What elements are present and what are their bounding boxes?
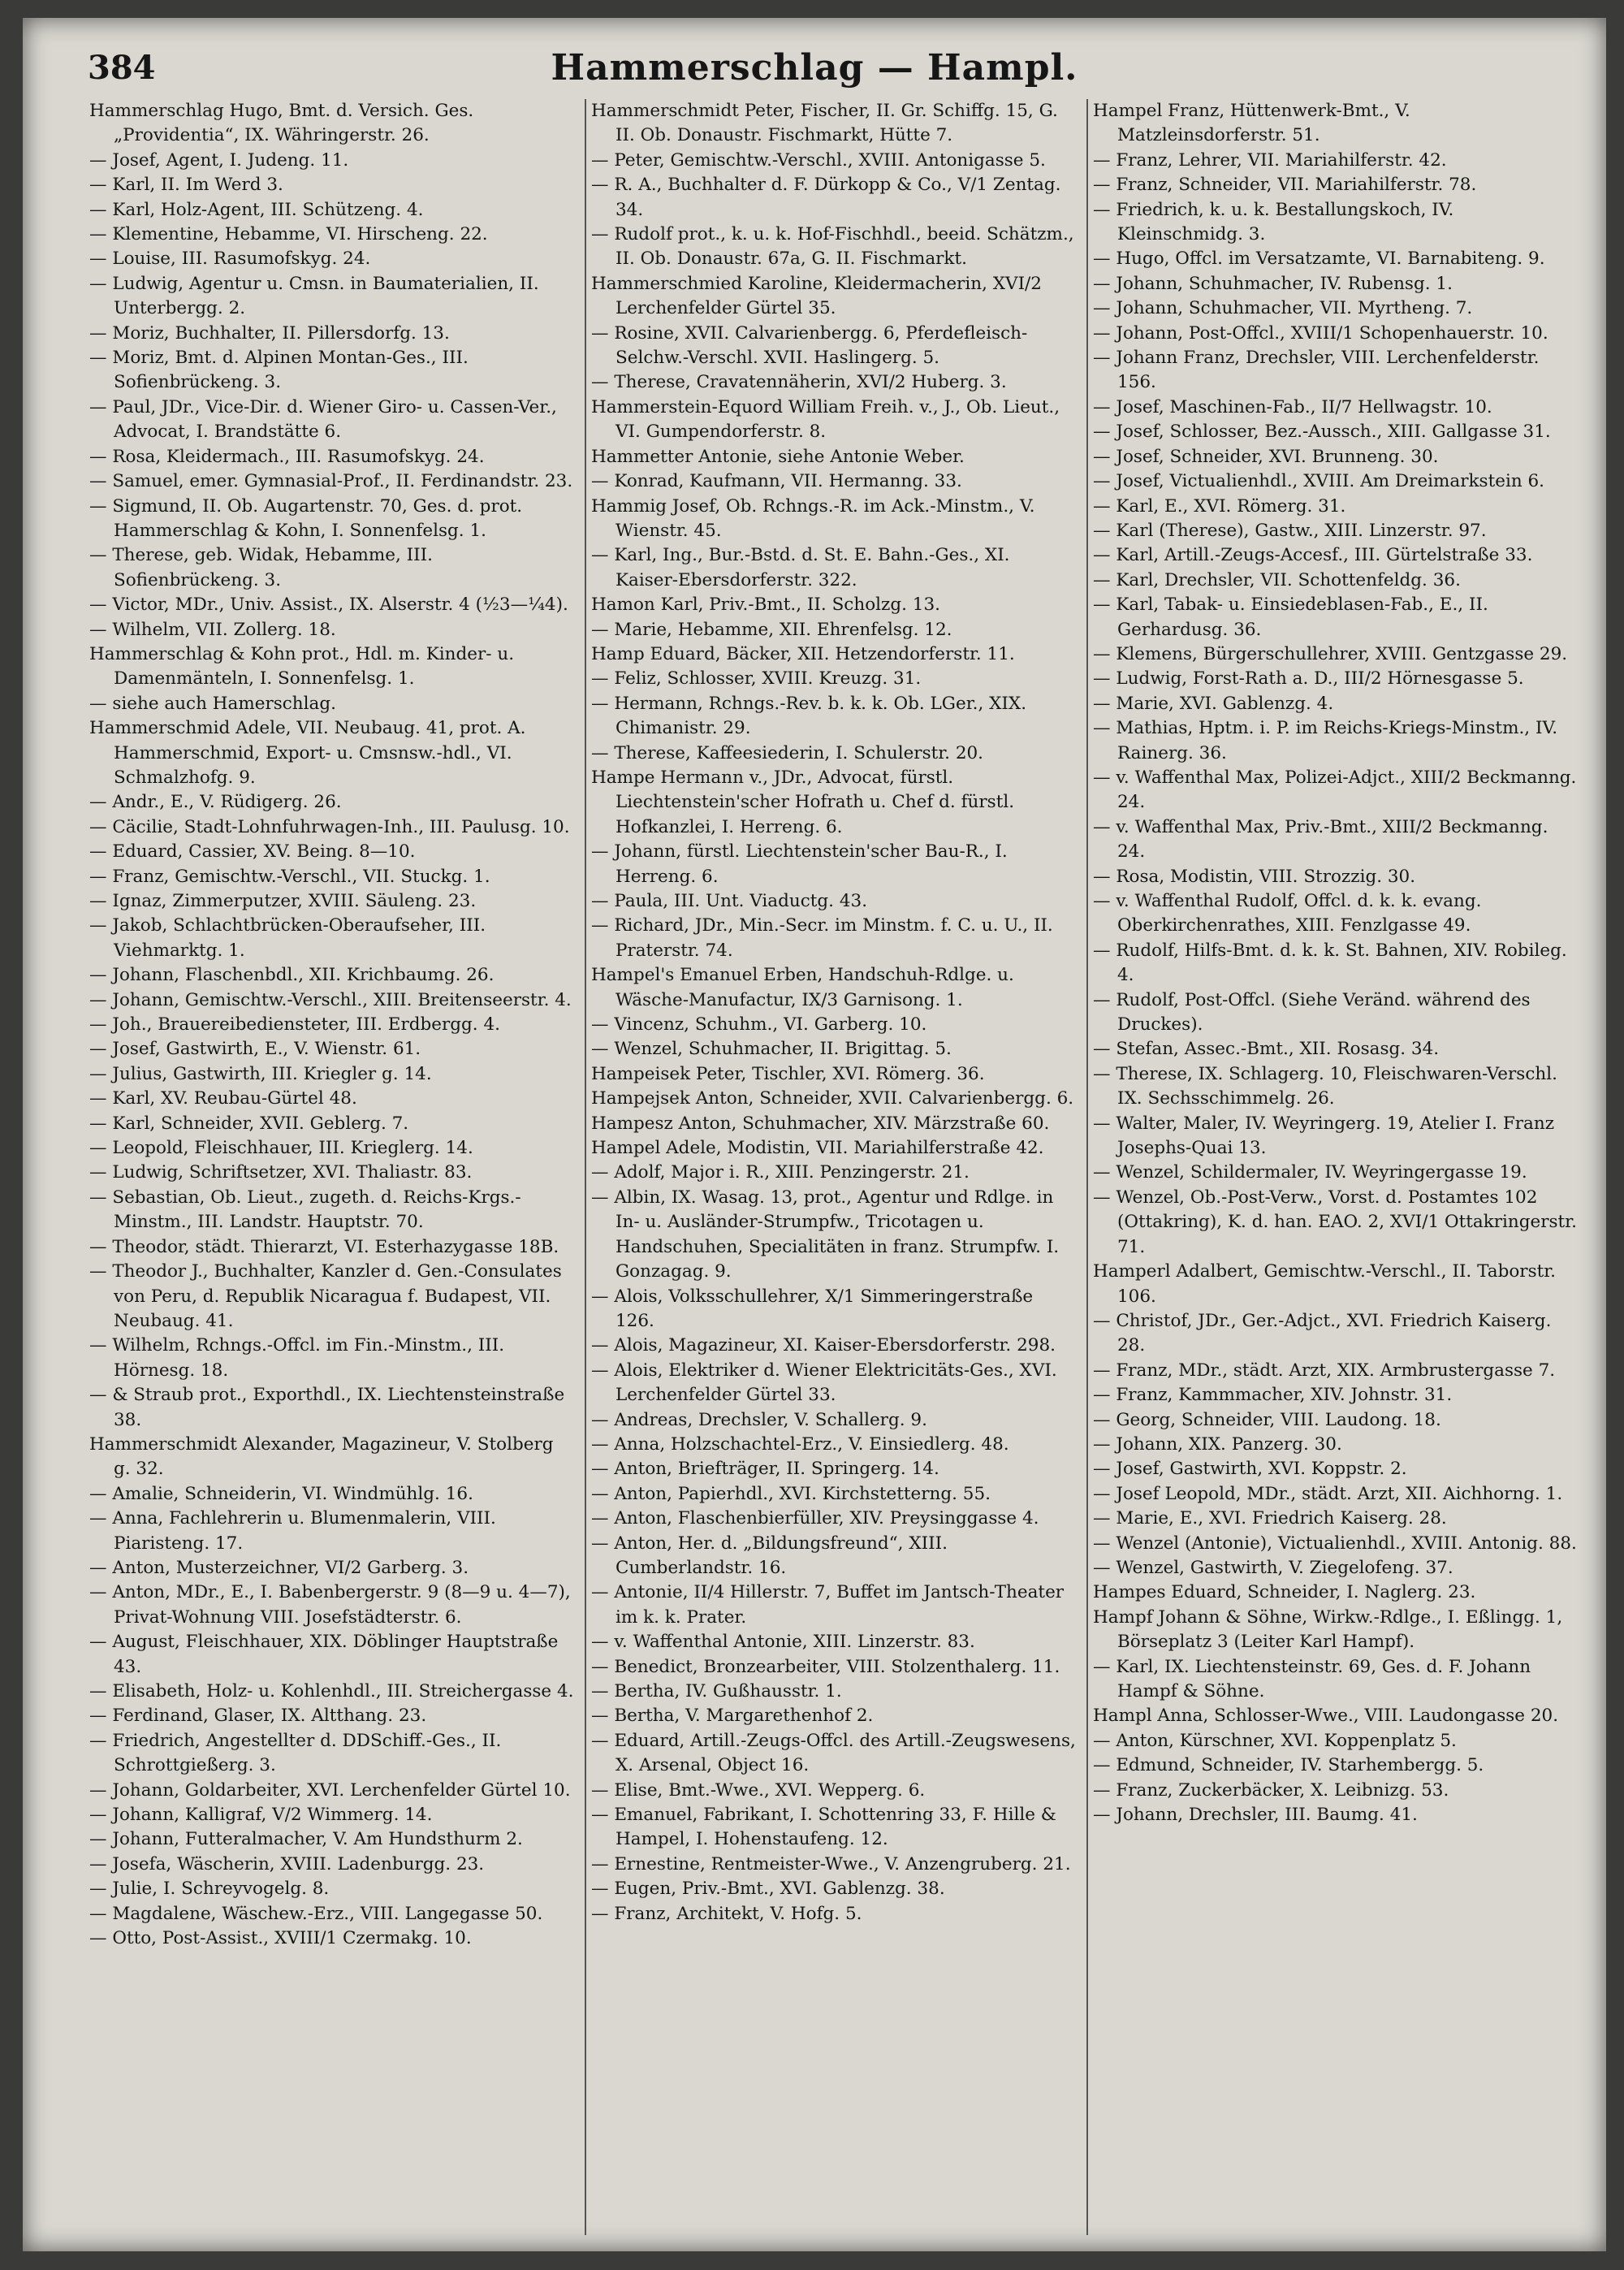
directory-entry: Hammerschmidt Alexander, Magazineur, V. Stolberg g. 32. [89,1433,554,1480]
directory-entry: — Alois, Magazineur, XI. Kaiser-Ebersdorferstr. 298. [591,1335,1056,1356]
directory-entry: — Rosine, XVII. Calvarienbergg. 6, Pferdefleisch-Selchw.-Verschl. XVII. Haslingerg. 5. [591,322,1028,369]
directory-entry: — Anna, Holzschachtel-Erz., V. Einsiedlerg. 48. [591,1433,1009,1455]
directory-entry: — Josef, Agent, I. Judeng. 11. [89,149,349,171]
directory-entry: — Samuel, emer. Gymnasial-Prof., II. Ferdinandstr. 23. [89,471,573,492]
directory-entry: Hamp Eduard, Bäcker, XII. Hetzendorferstr. 11. [591,643,1015,664]
directory-entry: — Josef, Schneider, XVI. Brunneng. 30. [1093,446,1439,467]
directory-entry: — Anton, Briefträger, II. Springerg. 14. [591,1459,939,1480]
directory-entry: — Franz, Kammmacher, XIV. Johnstr. 31. [1093,1385,1453,1406]
directory-entry: — Therese, Cravatennäherin, XVI/2 Huberg. 3. [591,372,1007,393]
directory-entry: Hammerschmied Karoline, Kleidermacherin, XVI/2 Lerchenfelder Gürtel 35. [591,273,1042,319]
directory-entry: — Marie, E., XVI. Friedrich Kaiserg. 28. [1093,1508,1447,1529]
directory-entry: Hampe Hermann v., JDr., Advocat, fürstl. Liechtenstein'scher Hofrath u. Chef d. fürstl. Hofkanzlei, I. Herreng. 6. [591,767,1015,837]
directory-entry: — Elise, Bmt.-Wwe., XVI. Wepperg. 6. [591,1779,926,1801]
directory-entry: — Karl, Tabak- u. Einsiedeblasen-Fab., E., II. Gerhardusg. 36. [1093,595,1488,640]
directory-entry: — Karl, Artill.-Zeugs-Accesf., III. Gürtelstraße 33. [1093,545,1533,566]
directory-entry: — Edmund, Schneider, IV. Starhembergg. 5. [1093,1755,1484,1776]
directory-entry: — Therese, Kaffeesiederin, I. Schulerstr. 20. [591,742,984,763]
directory-entry: — Stefan, Assec.-Bmt., XII. Rosasg. 34. [1093,1039,1440,1060]
page-header [23,18,1606,95]
directory-entry: — Josef, Victualienhdl., XVIII. Am Dreimarkstein 6. [1093,471,1545,492]
directory-entry: — R. A., Buchhalter d. F. Dürkopp & Co., V/1 Zentag. 34. [591,175,1061,220]
directory-entry: — Johann, XIX. Panzerg. 30. [1093,1433,1342,1455]
directory-entry: Hammetter Antonie, siehe Antonie Weber. [591,446,965,467]
directory-entry: — Rudolf prot., k. u. k. Hof-Fischhdl., beeid. Schätzm., II. Ob. Donaustr. 67a, G. II. Fischmarkt. [591,224,1074,270]
directory-entry: — Walter, Maler, IV. Weyringerg. 19, Atelier I. Franz Josephs-Quai 13. [1093,1113,1555,1159]
directory-entry: — Karl, E., XVI. Römerg. 31. [1093,495,1346,517]
directory-entry: — Anton, MDr., E., I. Babenbergerstr. 9 (8—9 u. 4—7), Privat-Wohnung VIII. Josefstädterstr. 6. [89,1582,571,1628]
directory-entry: — Wilhelm, VII. Zollerg. 18. [89,619,336,640]
directory-entry: — Franz, Zuckerbäcker, X. Leibnizg. 53. [1093,1779,1449,1801]
directory-entry: — Alois, Elektriker d. Wiener Elektricitäts-Ges., XVI. Lerchenfelder Gürtel 33. [591,1360,1057,1406]
directory-entry: — Bertha, V. Margarethenhof 2. [591,1706,874,1727]
directory-entry: — Anton, Musterzeichner, VI/2 Garberg. 3. [89,1557,469,1578]
directory-entry: — Karl, Schneider, XVII. Geblerg. 7. [89,1113,409,1134]
directory-entry: Hammerschlag & Kohn prot., Hdl. m. Kinder- u. Damenmänteln, I. Sonnenfelsg. 1. [89,643,515,690]
directory-entry: — Victor, MDr., Univ. Assist., IX. Alserstr. 4 (½3—¼4). [89,595,568,616]
directory-entry: — Wenzel, Schildermaler, IV. Weyringergasse 19. [1093,1162,1527,1183]
directory-entry: — Ludwig, Forst-Rath a. D., III/2 Hörnesgasse 5. [1093,668,1524,690]
directory-entry: — Theodor J., Buchhalter, Kanzler d. Gen.-Consulates von Peru, d. Republik Nicaragua f. Budapest, VII. Neubaug. 41. [89,1261,562,1331]
directory-entry: — Mathias, Hptm. i. P. im Reichs-Kriegs-Minstm., IV. Rainerg. 36. [1093,718,1558,763]
directory-entry: — Leopold, Fleischhauer, III. Krieglerg. 14. [89,1138,473,1159]
directory-entry: Hampes Eduard, Schneider, I. Naglerg. 23. [1093,1582,1476,1603]
directory-entry: — Therese, IX. Schlagerg. 10, Fleischwaren-Verschl. IX. Sechsschimmelg. 26. [1093,1063,1557,1109]
directory-entry: — Franz, MDr., städt. Arzt, XIX. Armbrustergasse 7. [1093,1360,1556,1381]
directory-entry: — Anton, Flaschenbierfüller, XIV. Preysinggasse 4. [591,1508,1039,1529]
directory-entry: — Eduard, Cassier, XV. Being. 8—10. [89,841,416,863]
page-number: 384 [88,49,156,87]
directory-entry: — Ludwig, Schriftsetzer, XVI. Thaliastr. 83. [89,1162,473,1183]
directory-entry: — Anton, Kürschner, XVI. Koppenplatz 5. [1093,1730,1457,1751]
directory-entry: — Amalie, Schneiderin, VI. Windmühlg. 16. [89,1483,473,1504]
directory-entry: — Theodor, städt. Thierarzt, VI. Esterhazygasse 18B. [89,1236,559,1257]
directory-entry: — Wenzel, Ob.-Post-Verw., Vorst. d. Postamtes 102 (Ottakring), K. d. han. EAO. 2, XVI/1 Ottakringerstr. 71. [1093,1187,1577,1257]
column-left [89,99,575,2235]
directory-entry: — Georg, Schneider, VIII. Laudong. 18. [1093,1409,1441,1430]
directory-entry: — Karl, Ing., Bur.-Bstd. d. St. E. Bahn.-Ges., XI. Kaiser-Ebersdorferstr. 322. [591,545,1010,590]
directory-entry: — Christof, JDr., Ger.-Adjct., XVI. Friedrich Kaiserg. 28. [1093,1310,1552,1356]
directory-entry: Hampeisek Peter, Tischler, XVI. Römerg. 36. [591,1063,985,1084]
directory-entry: — Friedrich, k. u. k. Bestallungskoch, IV. Kleinschmidg. 3. [1093,199,1454,245]
directory-entry: Hamon Karl, Priv.-Bmt., II. Scholzg. 13. [591,595,940,616]
directory-entry: Hampf Johann & Söhne, Wirkw.-Rdlge., I. Eßlingg. 1, Börseplatz 3 (Leiter Karl Hampf). [1093,1606,1563,1653]
directory-entry: — Hugo, Offcl. im Versatzamte, VI. Barnabiteng. 9. [1093,249,1545,270]
directory-entry: — Franz, Lehrer, VII. Mariahilferstr. 42. [1093,149,1447,171]
directory-entry: — Eugen, Priv.-Bmt., XVI. Gablenzg. 38. [591,1879,945,1900]
directory-entry: — Magdalene, Wäschew.-Erz., VIII. Langegasse 50. [89,1903,543,1924]
directory-entry: — Anton, Papierhdl., XVI. Kirchstetterng. 55. [591,1483,991,1504]
directory-entry: — Otto, Post-Assist., XVIII/1 Czermakg. 10. [89,1928,472,1949]
directory-entry: — Elisabeth, Holz- u. Kohlenhdl., III. Streichergasse 4. [89,1681,574,1701]
directory-entry: — siehe auch Hamerschlag. [89,693,336,714]
directory-entry: Hammerschmidt Peter, Fischer, II. Gr. Schiffg. 15, G. II. Ob. Donaustr. Fischmarkt, Hütte 7. [591,101,1058,146]
directory-entry: — Marie, Hebamme, XII. Ehrenfelsg. 12. [591,619,952,640]
directory-entry: Hampel Adele, Modistin, VII. Mariahilferstraße 42. [591,1138,1044,1159]
directory-entry: — Franz, Gemischtw.-Verschl., VII. Stuckg. 1. [89,866,490,887]
directory-entry: — Albin, IX. Wasag. 13, prot., Agentur und Rdlge. in In- u. Ausländer-Strumpfw., Tricotagen u. Handschuhen, Specialitäten in franz. Strumpfw. I. Gonzagag. 9. [591,1187,1060,1282]
column-divider [585,99,586,2235]
directory-entry: Hammig Josef, Ob. Rchngs.-R. im Ack.-Minstm., V. Wienstr. 45. [591,495,1035,541]
directory-entry: — Louise, III. Rasumofskyg. 24. [89,249,371,270]
directory-entry: — Josefa, Wäscherin, XVIII. Ladenburgg. 23. [89,1853,485,1874]
directory-entry: — Benedict, Bronzearbeiter, VIII. Stolzenthalerg. 11. [591,1656,1060,1677]
directory-entry: Hampel's Emanuel Erben, Handschuh-Rdlge. u. Wäsche-Manufactur, IX/3 Garnisong. 1. [591,965,1014,1010]
directory-entry: — Karl, Drechsler, VII. Schottenfeldg. 36. [1093,569,1461,590]
directory-entry: — Therese, geb. Widak, Hebamme, III. Sofienbrückeng. 3. [89,545,433,590]
directory-entry: — Antonie, II/4 Hillerstr. 7, Buffet im Jantsch-Theater im k. k. Prater. [591,1582,1065,1628]
directory-entry: — Ludwig, Agentur u. Cmsn. in Baumaterialien, II. Unterbergg. 2. [89,273,539,319]
directory-entry: — Paul, JDr., Vice-Dir. d. Wiener Giro- u. Cassen-Ver., Advocat, I. Brandstätte 6. [89,396,557,443]
directory-entry: — Emanuel, Fabrikant, I. Schottenring 33, F. Hille & Hampel, I. Hohenstaufeng. 12. [591,1805,1056,1850]
directory-entry: — Josef, Gastwirth, E., V. Wienstr. 61. [89,1039,421,1060]
directory-entry: — Feliz, Schlosser, XVIII. Kreuzg. 31. [591,668,922,690]
directory-entry: — Sigmund, II. Ob. Augartenstr. 70, Ges. d. prot. Hammerschlag & Kohn, I. Sonnenfelsg. 1. [89,495,523,541]
directory-entry: — Johann, Gemischtw.-Verschl., XIII. Breitenseerstr. 4. [89,989,572,1010]
directory-entry: — Rudolf, Post-Offcl. (Siehe Veränd. während des Druckes). [1093,989,1531,1036]
directory-entry: — Karl, IX. Liechtensteinstr. 69, Ges. d. F. Johann Hampf & Söhne. [1093,1656,1531,1701]
directory-entry: — Peter, Gemischtw.-Verschl., XVIII. Antonigasse 5. [591,149,1046,171]
directory-entry: Hampel Franz, Hüttenwerk-Bmt., V. Matzleinsdorferstr. 51. [1093,101,1410,146]
directory-entry: — v. Waffenthal Antonie, XIII. Linzerstr. 83. [591,1632,975,1653]
directory-entry: — Johann, Futteralmacher, V. Am Hundsthurm 2. [89,1829,523,1850]
directory-entry: — Wenzel (Antonie), Victualienhdl., XVIII. Antonig. 88. [1093,1533,1577,1554]
directory-entry: — Bertha, IV. Gußhausstr. 1. [591,1681,842,1701]
column-right [1093,99,1579,2235]
directory-entry: — Cäcilie, Stadt-Lohnfuhrwagen-Inh., III. Paulusg. 10. [89,816,570,837]
directory-entry: — August, Fleischhauer, XIX. Döblinger Hauptstraße 43. [89,1632,559,1677]
directory-entry: — Andreas, Drechsler, V. Schallerg. 9. [591,1409,927,1430]
directory-entry: — Anton, Her. d. „Bildungsfreund“, XIII. Cumberlandstr. 16. [591,1533,948,1578]
directory-entry: Hammerstein-Equord William Freih. v., J., Ob. Lieut., VI. Gumpendorferstr. 8. [591,396,1060,443]
directory-entry: — Josef, Maschinen-Fab., II/7 Hellwagstr. 10. [1093,396,1492,417]
directory-entry: — Klementine, Hebamme, VI. Hirscheng. 22. [89,224,488,245]
page-title: Hammerschlag — Hampl. [551,47,1078,89]
directory-entry: — Sebastian, Ob. Lieut., zugeth. d. Reichs-Krgs.-Minstm., III. Landstr. Hauptstr. 70. [89,1187,521,1233]
directory-entry: — Ignaz, Zimmerputzer, XVIII. Säuleng. 23. [89,891,477,911]
directory-entry: — Adolf, Major i. R., XIII. Penzingerstr. 21. [591,1162,970,1183]
directory-entry: Hampl Anna, Schlosser-Wwe., VIII. Laudongasse 20. [1093,1706,1559,1727]
directory-entry: — Paula, III. Unt. Viaductg. 43. [591,891,868,911]
directory-entry: — Josef, Gastwirth, XVI. Koppstr. 2. [1093,1459,1407,1480]
directory-entry: — Ferdinand, Glaser, IX. Altthang. 23. [89,1706,427,1727]
directory-entry: — Julie, I. Schreyvogelg. 8. [89,1879,330,1900]
directory-entry: — v. Waffenthal Max, Priv.-Bmt., XIII/2 Beckmanng. 24. [1093,816,1548,863]
directory-entry: — Johann Franz, Drechsler, VIII. Lerchenfelderstr. 156. [1093,348,1540,393]
directory-entry: — Rudolf, Hilfs-Bmt. d. k. k. St. Bahnen, XIV. Robileg. 4. [1093,940,1567,986]
directory-entry: — Johann, Flaschenbdl., XII. Krichbaumg. 26. [89,965,495,986]
directory-entry: Hamperl Adalbert, Gemischtw.-Verschl., II. Taborstr. 106. [1093,1261,1557,1307]
directory-entry: — Karl, XV. Reubau-Gürtel 48. [89,1088,357,1109]
directory-entry: — Richard, JDr., Min.-Secr. im Minstm. f. C. u. U., II. Praterstr. 74. [591,915,1053,961]
column-divider [1086,99,1088,2235]
directory-entry: — Johann, Drechsler, III. Baumg. 41. [1093,1805,1418,1826]
directory-entry: — Karl, Holz-Agent, III. Schützeng. 4. [89,199,424,220]
directory-entry: — Julius, Gastwirth, III. Kriegler g. 14. [89,1063,432,1084]
directory-entry: — Josef Leopold, MDr., städt. Arzt, XII. Aichhorng. 1. [1093,1483,1563,1504]
directory-entry: Hammerschmid Adele, VII. Neubaug. 41, prot. A. Hammerschmid, Export- u. Cmsnsw.-hdl., VI. Schmalzhofg. 9. [89,718,526,788]
directory-entry: — Karl, II. Im Werd 3. [89,175,283,196]
directory-entry: — v. Waffenthal Max, Polizei-Adjct., XIII/2 Beckmanng. 24. [1093,767,1577,813]
directory-entry: Hammerschlag Hugo, Bmt. d. Versich. Ges. „Providentia“, IX. Währingerstr. 26. [89,101,474,146]
directory-entry: — Jakob, Schlachtbrücken-Oberaufseher, III. Viehmarktg. 1. [89,915,486,961]
directory-entry: — Karl (Therese), Gastw., XIII. Linzerstr. 97. [1093,520,1487,541]
directory-entry: — Moriz, Bmt. d. Alpinen Montan-Ges., III. Sofienbrückeng. 3. [89,348,469,393]
directory-entry: — Hermann, Rchngs.-Rev. b. k. k. Ob. LGer., XIX. Chimanistr. 29. [591,693,1027,739]
directory-entry: — Andr., E., V. Rüdigerg. 26. [89,792,342,813]
column-middle [591,99,1077,2235]
directory-entry: — Johann, Kalligraf, V/2 Wimmerg. 14. [89,1805,433,1826]
directory-entry: — Vincenz, Schuhm., VI. Garberg. 10. [591,1014,927,1036]
directory-entry: — Johann, fürstl. Liechtenstein'scher Bau-R., I. Herreng. 6. [591,841,1008,887]
directory-page [23,18,1606,2251]
directory-entry: — Marie, XVI. Gablenzg. 4. [1093,693,1334,714]
directory-entry: — Wenzel, Schuhmacher, II. Brigittag. 5. [591,1039,952,1060]
directory-entry: — Joh., Brauereibediensteter, III. Erdbergg. 4. [89,1014,500,1036]
directory-entry: — v. Waffenthal Rudolf, Offcl. d. k. k. evang. Oberkirchenrathes, XIII. Fenzlgasse 49. [1093,891,1482,936]
directory-entry: — Johann, Schuhmacher, VII. Myrtheng. 7. [1093,298,1473,319]
directory-entry: — Ernestine, Rentmeister-Wwe., V. Anzengruberg. 21. [591,1853,1071,1874]
directory-entry: — Rosa, Kleidermach., III. Rasumofskyg. 24. [89,446,485,467]
directory-entry: — Josef, Schlosser, Bez.-Aussch., XIII. Gallgasse 31. [1093,422,1551,443]
directory-entry: — & Straub prot., Exporthdl., IX. Liechtensteinstraße 38. [89,1385,565,1430]
directory-entry: — Anna, Fachlehrerin u. Blumenmalerin, VIII. Piaristeng. 17. [89,1508,496,1554]
directory-entry: — Rosa, Modistin, VIII. Strozzig. 30. [1093,866,1416,887]
directory-entry: — Konrad, Kaufmann, VII. Hermanng. 33. [591,471,962,492]
directory-entry: — Eduard, Artill.-Zeugs-Offcl. des Artill.-Zeugswesens, X. Arsenal, Object 16. [591,1730,1076,1776]
directory-entry: Hampejsek Anton, Schneider, XVII. Calvarienbergg. 6. [591,1088,1074,1109]
directory-entry: — Klemens, Bürgerschullehrer, XVIII. Gentzgasse 29. [1093,643,1568,664]
directory-entry: — Franz, Schneider, VII. Mariahilferstr. 78. [1093,175,1477,196]
directory-entry: — Wilhelm, Rchngs.-Offcl. im Fin.-Minstm., III. Hörnesg. 18. [89,1335,505,1381]
directory-entry: — Wenzel, Gastwirth, V. Ziegelofeng. 37. [1093,1557,1453,1578]
directory-entry: — Friedrich, Angestellter d. DDSchiff.-Ges., II. Schrottgießerg. 3. [89,1730,502,1776]
directory-entry: — Johann, Goldarbeiter, XVI. Lerchenfelder Gürtel 10. [89,1779,571,1801]
directory-entry: — Franz, Architekt, V. Hofg. 5. [591,1903,862,1924]
directory-entry: — Alois, Volksschullehrer, X/1 Simmeringerstraße 126. [591,1286,1034,1331]
directory-entry: — Moriz, Buchhalter, II. Pillersdorfg. 13. [89,322,450,344]
directory-entry: — Johann, Schuhmacher, IV. Rubensg. 1. [1093,273,1453,294]
directory-entry: Hampesz Anton, Schuhmacher, XIV. Märzstraße 60. [591,1113,1050,1134]
directory-entry: — Johann, Post-Offcl., XVIII/1 Schopenhauerstr. 10. [1093,322,1548,344]
